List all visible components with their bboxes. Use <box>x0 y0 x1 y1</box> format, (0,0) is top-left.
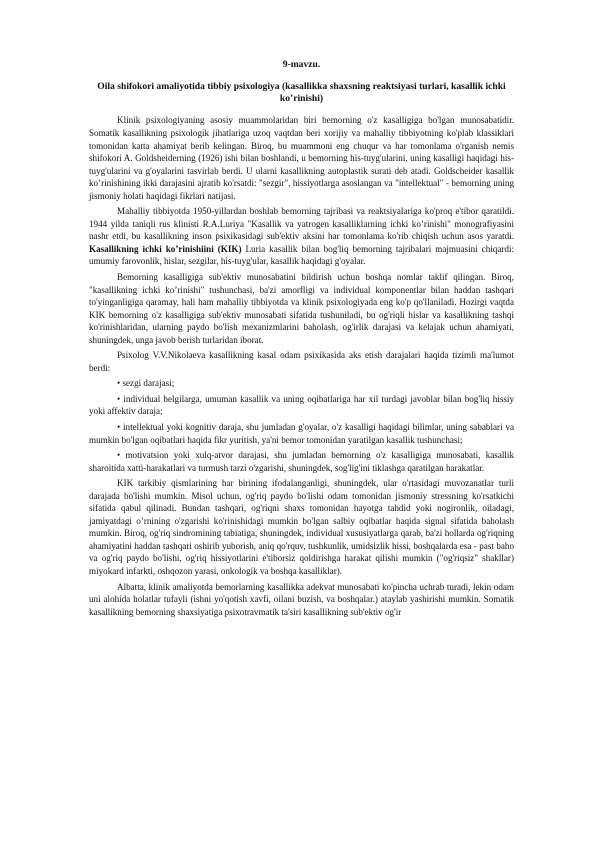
document-title: Oila shifokori amaliyotida tibbiy psixologiya (kasallikka shaxsning reaktsiyasi turlari, kasallik ichki ko’rinishi) <box>97 80 506 104</box>
bullet-item-motivational: • motivatsion yoki xulq-atvor darajasi, shu jumladan bemorning o'z kasalligiga munosabati, kasallik sharoitida xatti-harakatlari va turmush tarzi o'zgarishi, shuningdek, sog'lig'ini tiklashga qaratilgan harakatlar. <box>89 450 514 473</box>
bullet-item-sensory: • sezgi darajasi; <box>117 378 175 389</box>
topic-heading: 9-mavzu. <box>282 59 321 70</box>
paragraph-3: Bemorning kasalligiga sub'ektiv munosabatini bildirish uchun boshqa nomlar taklif qilingan. Biroq, "kasallikning ichki ko’rinishi" tushunchasi, ba'zi amorfligi va individual komponentlar bilan haddan tashqari to'yinganligiga qaramay, hali ham mahalliy tibbiyotda va klinik psixologiyada eng ko'p qo'llaniladi. Hozirgi vaqtda KIK bemorning o'z kasalligiga sub'ektiv munosabati sifatida tushuniladi, bu og'riqli hislar va kasallikning tashqi ko'rinishlaridan, ularning paydo bo'lish mexanizmlarini baholash, og'irlik darajasi va kelajak uchun ahamiyati, shuningdek, unga javob berish turlaridan iborat. <box>89 271 514 345</box>
paragraph-2-text-end: Luria kasallik bilan bog'liq bemorning tajribalari majmuasini chiqardi: umumiy farovonlik, hislar, sezgilar, his-tuyg'ular, kasallik haqidagi g'oyalar. <box>89 243 514 267</box>
paragraph-1: Klinik psixologiyaning asosiy muammolaridan biri bemorning o'z kasalligiga bo'lgan munosabatidir. Somatik kasallikning psixologik jihatlariga uzoq vaqtdan beri xorijiy va mahalliy tibbiyotning ko'plab klassiklari tomonidan katta ahamiyat berib kelingan. Biroq, bu muammoni eng chuqur va har tomonlama o'rganish nemis shifokori A. Goldsheiderning (1926) ishi bilan boshlandi, u bemorning his-tuyg'ularini, uning kasalligi haqidagi his-tuyg'ularini va g'oyalarini tasvirlab berdi. U ularni kasallikning autoplastik surati deb atadi. Goldscheider kasallik ko’rinishining ikki darajasini ajratib ko'rsatdi: "sezgir", hissiyotlarga asoslangan va "intellektual" - bemorning uning jismoniy holati haqidagi fikrlari natijasi. <box>89 115 514 201</box>
paragraph-5: KIK tarkibiy qismlarining har birining ifodalanganligi, shuningdek, ular o'rtasidagi muvozanatlar turli darajada bo'lishi mumkin. Misol uchun, og'riq paydo bo'lishi odam tomonidan jismoniy stressning ko'rsatkichi sifatida qabul qilinadi. Bundan tashqari, og'riqni shaxs tomonidan hayotga tahdid yoki nogironlik, oiladagi, jamiyatdagi o’rnining o'zgarishi ko'rinishidagi mumkin bo'lgan salbiy oqibatlar haqida signal sifatida baholash mumkin. Biroq, og'riq sindromining tabiatiga, shuningdek, individual xususiyatlarga qarab, ba'zi hollarda og'riqning ahamiyatini haddan tashqari oshirib yuborish, aniq qo'rquv, tushkunlik, umidsizlik hissi, boshqalarda esa - past baho va og'riq paydo bo'lishi, og'riq hissiyotlarini e'tiborsiz qoldirishga harakat qilishi mumkin ("og'riqsiz" shakllar) miyokard infarkti, oshqozon yarasi, onkologik va boshqa kasalliklar). <box>89 478 514 576</box>
paragraph-2 <box>89 205 514 268</box>
kik-term-bold: Kasallikning ichki ko’rinishiini (KIK) <box>89 243 242 254</box>
paragraph-4: Psixolog V.V.Nikolaeva kasallikning kasal odam psixikasida aks etish darajalari haqida tizimli ma'lumot berdi: <box>89 350 514 373</box>
paragraph-2-text-start: Mahalliy tibbiyotda 1950-yillardan boshlab bemorning tajribasi va reaktsiyalariga ko'proq e'tibor qaratildi. 1944 yilda taniqli rus klinisti R.A.Luriya "Kasallik va yatrogen kasalliklarning ichki ko’rinishi" monografiyasini nashr etdi, bu kasallikning inson psixikasidagi sub'ektiv aksini har tomonlama ko'rib chiqish uchun asos yaratdi. <box>89 206 514 242</box>
bullet-item-intellectual: • intellektual yoki kognitiv daraja, shu jumladan g'oyalar, o'z kasalligi haqidagi bilimlar, uning sabablari va mumkin bo'lgan oqibatlari haqida fikr yuritish, ya'ni bemor tomonidan yaratilgan kasallik tushunchasi; <box>89 421 514 445</box>
paragraph-6: Albatta, klinik amaliyotda bemorlarning kasallikka adekvat munosabati ko'pincha uchrab turadi, lekin odam uni alohida holatlar tufayli (ishni yo'qotish xavfi, oilani buzish, va boshqalar.) ataylab yashirishi mumkin. Somatik kasallikning bemorning shaxsiyatiga psixotravmatik ta'siri kasallikning sub'ektiv og'ir <box>89 581 514 617</box>
bullet-item-emotional: • individual belgilarga, umuman kasallik va uning oqibatlariga har xil turdagi javoblar bilan bog'liq hissiy yoki affektiv daraja; <box>89 393 514 417</box>
